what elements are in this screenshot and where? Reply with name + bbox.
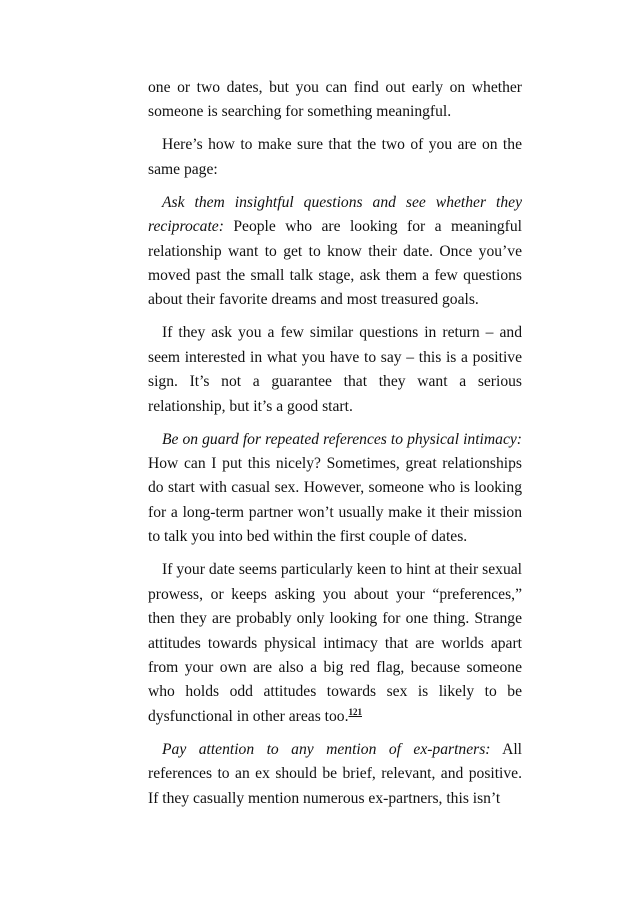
paragraph-text: one or two dates, but you can find out early on whether someone is searching for something meaningful. bbox=[148, 79, 522, 121]
paragraph-red-flag bbox=[148, 558, 522, 729]
paragraph-continuation bbox=[148, 76, 522, 125]
paragraph-text: All references to an ex should be brief, relevant, and positive. If they casually mention numerous ex-partners, this isn’t bbox=[148, 740, 522, 807]
paragraph-intro bbox=[148, 133, 522, 182]
tip-heading: Be on guard for repeated references to physical intimacy: bbox=[162, 430, 522, 448]
paragraph-text: If they ask you a few similar questions in return – and seem interested in what you have to say – this is a positive sign. It’s not a guarantee that they want a serious relationship, but it’s a good start. bbox=[148, 324, 522, 415]
footnote-reference[interactable]: 121 bbox=[348, 706, 362, 717]
tip-heading: Pay attention to any mention of ex-partners: bbox=[162, 740, 491, 758]
paragraph-tip-ex-partners bbox=[148, 738, 522, 811]
paragraph-tip-intimacy bbox=[148, 428, 522, 550]
paragraph-positive-sign bbox=[148, 321, 522, 419]
paragraph-text: How can I put this nicely? Sometimes, great relationships do start with casual sex. However, someone who is looking for a long-term partner won’t usually make it their mission to talk you into bed within the first couple of dates. bbox=[148, 455, 522, 546]
page-body bbox=[148, 76, 522, 820]
paragraph-text: If your date seems particularly keen to hint at their sexual prowess, or keeps asking you about your “preferences,” then they are probably only looking for one thing. Strange attitudes towards physical intimacy that are worlds apart from your own are also a big red flag, because someone who holds odd attitudes towards sex is likely to be dysfunctional in other areas too. bbox=[148, 561, 522, 725]
paragraph-text: Here’s how to make sure that the two of you are on the same page: bbox=[148, 136, 522, 178]
paragraph-text: People who are looking for a meaningful relationship want to get to know their date. Once you’ve moved past the small talk stage, ask them a few questions about their favorite dreams and most treasured goals. bbox=[148, 218, 522, 309]
paragraph-tip-questions bbox=[148, 191, 522, 313]
tip-heading: Ask them insightful questions and see whether they reciprocate: bbox=[148, 193, 522, 236]
